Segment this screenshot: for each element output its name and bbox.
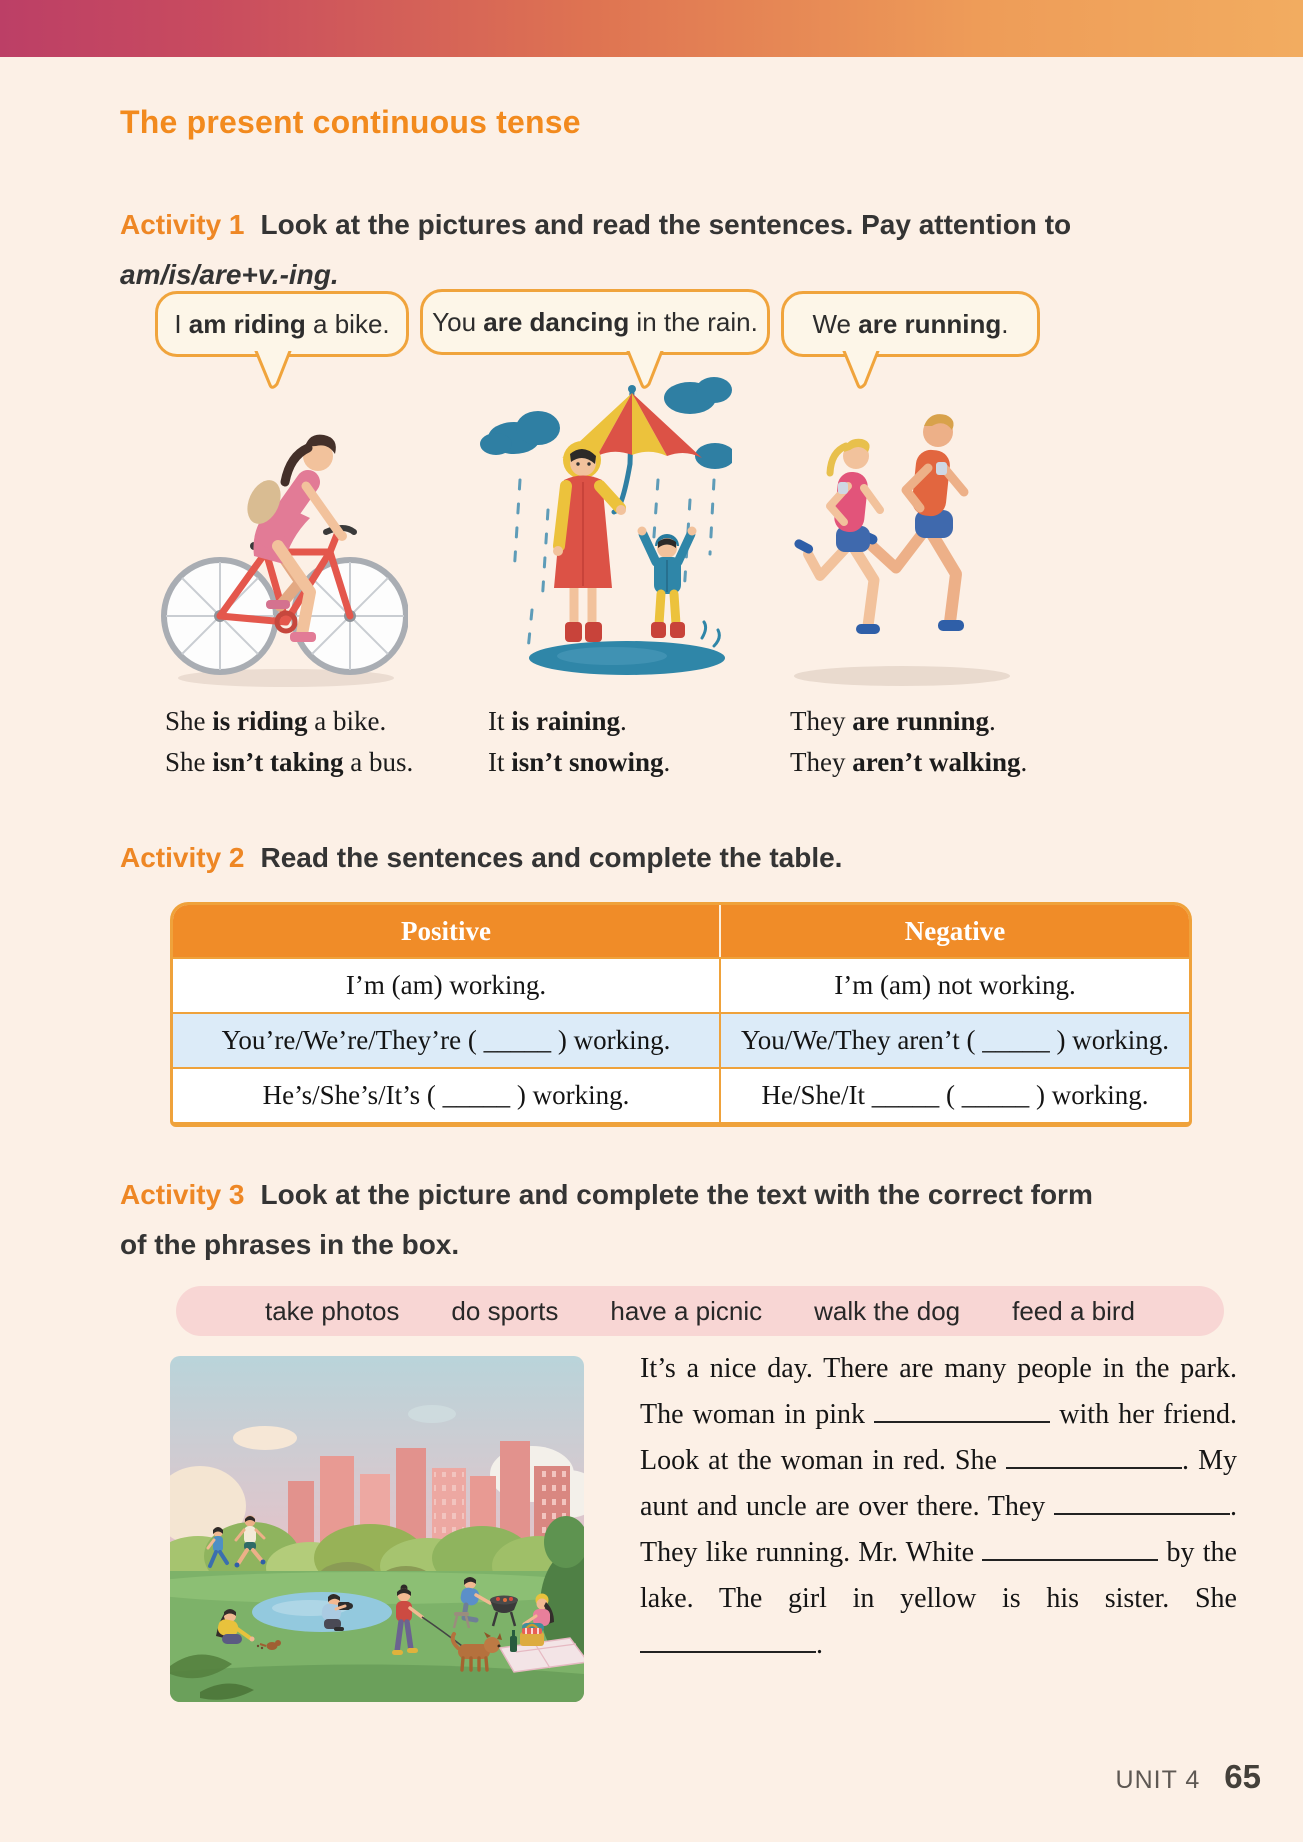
phrase-item: walk the dog: [814, 1295, 961, 1326]
bubble-text-bold: are dancing: [483, 306, 630, 337]
activity3-paragraph: [640, 1346, 1237, 1668]
park-scene-svg: [170, 1356, 584, 1702]
activity1-label: Activity 1: [120, 209, 245, 240]
bubble-text-bold: am riding: [188, 308, 306, 339]
paragraph-text: It’s a nice day. There are many people in the park. The woman in pink: [640, 1353, 1237, 1430]
bubble-text: a bike.: [305, 308, 390, 339]
caption-rain: It is raining. It isn’t snowing.: [488, 706, 671, 777]
paragraph-text: with her friend. Look at the woman in red. She: [640, 1399, 1237, 1476]
activity2-instruction: Read the sentences and complete the table.: [260, 842, 843, 873]
activity3-instruction: Look at the picture and complete the text with the correct form: [260, 1179, 1093, 1210]
activity1-heading: [120, 200, 1215, 300]
phrase-item: feed a bird: [1012, 1295, 1135, 1326]
page-title: The present continuous tense: [120, 104, 581, 140]
paragraph-text: .: [816, 1629, 823, 1660]
activity1-instruction-emphasis: am/is/are+v.-ing.: [120, 259, 339, 290]
activity2-table: [170, 902, 1192, 1127]
page-footer: [1116, 1758, 1261, 1796]
bubble-text: .: [1001, 308, 1009, 339]
bubble-text: You: [432, 306, 484, 337]
phrase-word-box: [176, 1286, 1224, 1336]
table-cell: You/We/They aren’t ( _____ ) working.: [719, 1012, 1189, 1067]
page-number: 65: [1224, 1758, 1261, 1795]
speech-bubble-dancing: [420, 289, 770, 355]
bubble-text: We: [812, 308, 859, 339]
girl-riding-bike-illustration: [158, 386, 408, 691]
phrase-item: take photos: [264, 1295, 400, 1326]
bubble-text: in the rain.: [629, 306, 758, 337]
activity1-instruction: Look at the pictures and read the sentences. Pay attention to: [260, 209, 1072, 240]
activity2-heading: [120, 833, 1215, 883]
caption-running: They are running. They aren’t walking.: [790, 706, 1028, 777]
fill-blank-5: [640, 1623, 816, 1653]
fill-blank-1: [874, 1393, 1050, 1423]
phrase-item: have a picnic: [610, 1295, 763, 1326]
caption-bike: She is riding a bike. She isn’t taking a bus.: [165, 706, 414, 777]
bubble-text: I: [174, 308, 189, 339]
speech-bubble-riding: [155, 291, 409, 357]
table-cell: I’m (am) working.: [173, 957, 719, 1012]
page-top-banner: [0, 0, 1303, 57]
unit-label: UNIT 4: [1115, 1766, 1201, 1794]
activity3-instruction-line2: of the phrases in the box.: [120, 1229, 460, 1260]
table-cell: He’s/She’s/It’s ( _____ ) working.: [173, 1067, 719, 1122]
bubble-text-bold: are running: [858, 308, 1002, 339]
woman-and-child-in-rain-illustration: [462, 360, 732, 690]
speech-bubble-running: [781, 291, 1040, 357]
park-scene-illustration: [170, 1356, 584, 1702]
fill-blank-3: [1054, 1485, 1230, 1515]
table-header-negative: Negative: [719, 905, 1189, 957]
table-row: [173, 1012, 1189, 1067]
paragraph-text: by the lake. The girl in yellow is his sister. She: [640, 1537, 1237, 1614]
table-cell: He/She/It _____ ( _____ ) working.: [719, 1067, 1189, 1122]
table-cell: I’m (am) not working.: [719, 957, 1189, 1012]
table-row: [173, 957, 1189, 1012]
activity2-label: Activity 2: [120, 842, 245, 873]
table-header-row: [173, 905, 1189, 957]
activity3-label: Activity 3: [120, 1179, 245, 1210]
activity3-heading: [120, 1170, 1220, 1270]
paragraph-text: . They like running. Mr. White: [640, 1491, 1237, 1568]
table-header-positive: Positive: [173, 905, 719, 957]
table-row: [173, 1067, 1189, 1122]
fill-blank-2: [1006, 1439, 1182, 1469]
paragraph-text: . My aunt and uncle are over there. They: [640, 1445, 1237, 1522]
phrase-item: do sports: [451, 1295, 559, 1326]
table-cell: You’re/We’re/They’re ( _____ ) working.: [173, 1012, 719, 1067]
couple-running-illustration: [772, 376, 1022, 691]
fill-blank-4: [982, 1531, 1158, 1561]
